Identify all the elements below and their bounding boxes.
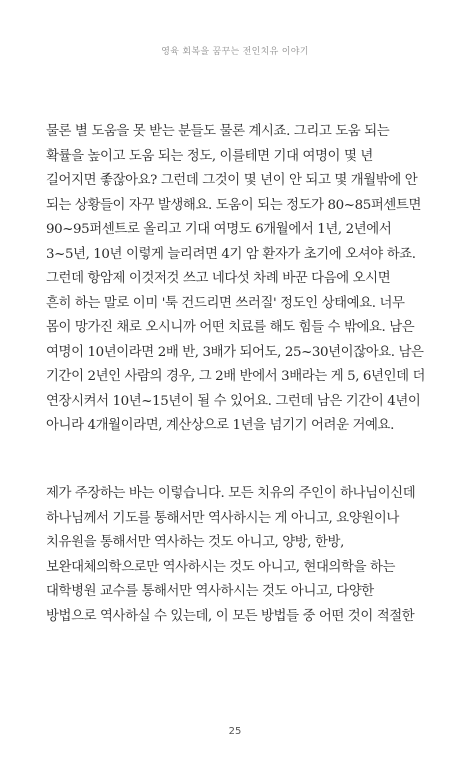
text-line: 제가 주장하는 바는 이렇습니다. 모든 치유의 주인이 하나님이신데: [46, 486, 416, 501]
text-line: 하나님께서 기도를 통해서만 역사하시는 게 아니고, 요양원이나: [46, 510, 399, 526]
text-line: 흔히 하는 말로 이미 '툭 건드리면 쓰러질' 정도인 상태예요. 너무: [46, 295, 405, 311]
text-line: 확률을 높이고 도움 되는 정도, 이를테면 기대 여명이 몇 년: [46, 148, 373, 164]
text-line: 연장시켜서 10년~15년이 될 수 있어요. 그런데 남은 기간이 4년이: [46, 393, 421, 409]
text-line: 90~95퍼센트로 올리고 기대 여명도 6개월에서 1년, 2년에서: [46, 222, 392, 237]
text-line: 그런데 항암제 이것저것 쓰고 네다섯 차례 바꾼 다음에 오시면: [46, 271, 391, 286]
text-line: 물론 별 도움을 못 받는 분들도 물론 계시죠. 그리고 도움 되는: [46, 124, 390, 139]
text-line: 되는 상황들이 자꾸 발생해요. 도움이 되는 정도가 80~85퍼센트면: [46, 197, 421, 213]
page-number: 25: [228, 726, 242, 737]
text-line: 아니라 4개월이라면, 계산상으로 1년을 넘기기 어려운 거예요.: [46, 418, 394, 433]
text-line: 기간이 2년인 사람의 경우, 그 2배 반에서 3배라는 게 5, 6년인데 더: [46, 369, 426, 384]
paragraph-2: [46, 482, 438, 629]
running-header: 영육 회복을 꿈꾸는 전인치유 이야기: [161, 47, 309, 57]
text-line: 길어지면 좋잖아요? 그런데 그것이 몇 년이 안 되고 몇 개월밖에 안: [46, 173, 418, 188]
paragraph-1: [46, 120, 438, 439]
text-line: 대학병원 교수를 통해서만 역사하시는 것도 아니고, 다양한: [46, 584, 374, 599]
text-line: 몸이 망가진 채로 오시니까 어떤 치료를 해도 힘들 수 밖에요. 남은: [46, 320, 415, 335]
text-line: 방법으로 역사하실 수 있는데, 이 모든 방법들 중 어떤 것이 적절한: [46, 608, 415, 624]
text-line: 치유원을 통해서만 역사하는 것도 아니고, 양방, 한방,: [46, 535, 344, 550]
text-line: 3~5년, 10년 이렇게 늘리려면 4기 암 환자가 초기에 오셔야 하죠.: [46, 246, 416, 262]
text-line: 보완대체의학으로만 역사하시는 것도 아니고, 현대의학을 하는: [46, 559, 396, 575]
text-line: 여명이 10년이라면 2배 반, 3배가 되어도, 25~30년이잖아요. 남은: [46, 344, 424, 360]
